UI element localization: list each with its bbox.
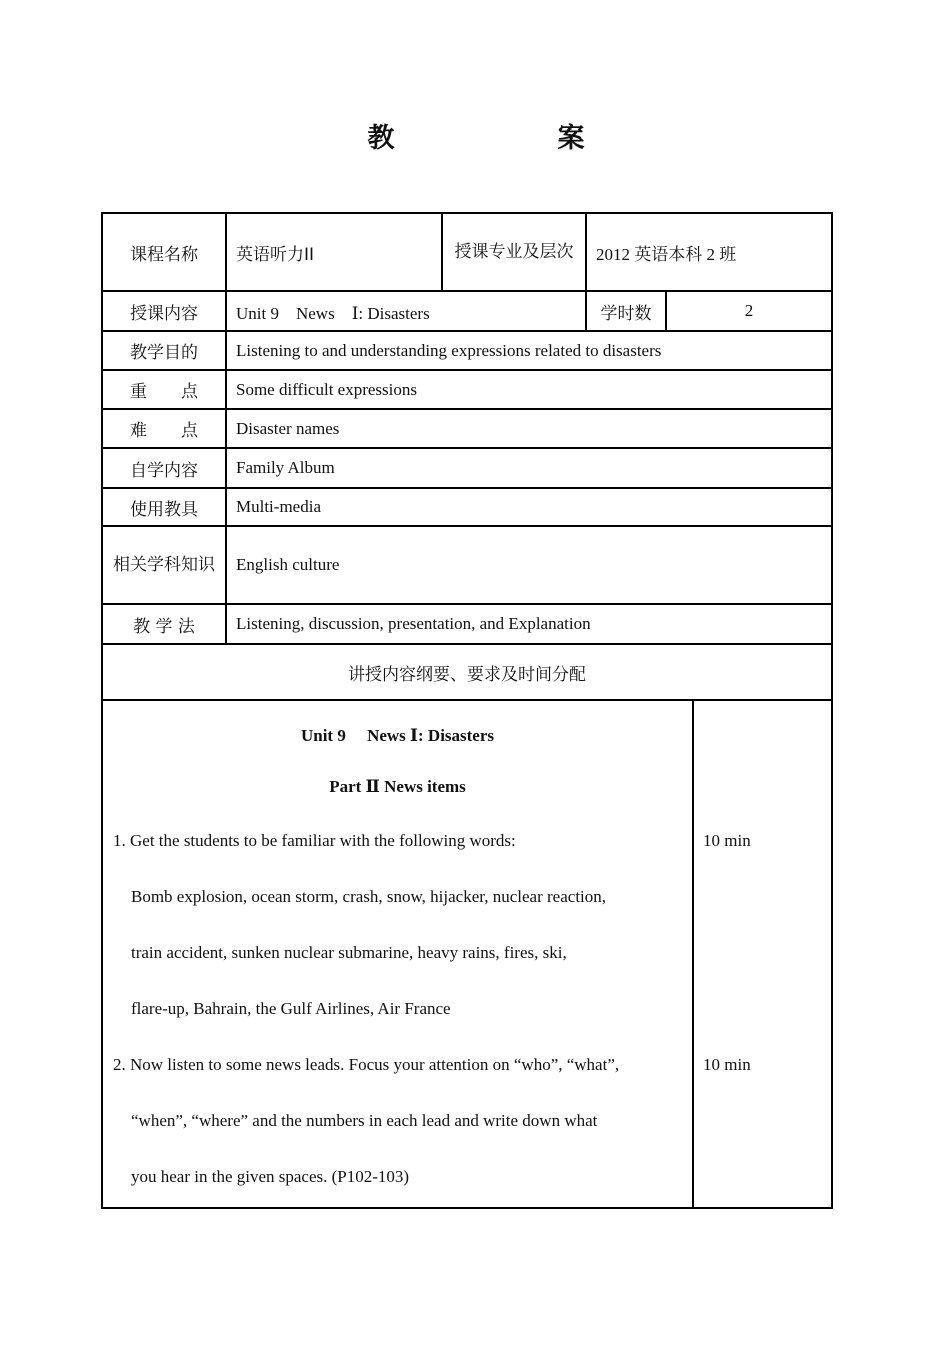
major-label: 授课专业及层次 (442, 213, 586, 291)
outline-header: 讲授内容纲要、要求及时间分配 (102, 644, 832, 700)
row-method (102, 604, 832, 644)
lesson-info-table (101, 212, 833, 701)
lesson-content-table (101, 699, 833, 1209)
major-value: 2012 英语本科 2 班 (586, 213, 832, 291)
self-study-label: 自学内容 (102, 448, 226, 488)
row-course (102, 213, 832, 291)
key-value: Some difficult expressions (226, 370, 832, 409)
time-column (693, 700, 832, 1208)
row-tools (102, 488, 832, 526)
hours-value: 2 (666, 291, 832, 331)
item-2-line-2: “when”, “where” and the numbers in each lead and write down what (131, 1111, 598, 1130)
content-value: Unit 9 News Ⅰ: Disasters (226, 291, 586, 331)
item-1-time: 10 min (703, 831, 751, 850)
key-label: 重 点 (102, 370, 226, 409)
item-2-line-3: you hear in the given spaces. (P102-103) (131, 1167, 410, 1186)
tools-value: Multi-media (226, 488, 832, 526)
item-1-line-3: train accident, sunken nuclear submarine, heavy rains, fires, ski, (131, 943, 567, 962)
item-1-line-2: Bomb explosion, ocean storm, crash, snow, hijacker, nuclear reaction, (131, 887, 607, 906)
row-goal (102, 331, 832, 370)
goal-value: Listening to and understanding expressions related to disasters (226, 331, 832, 370)
row-difficulty (102, 409, 832, 448)
unit-title: Unit 9 News Ⅰ: Disasters (300, 726, 495, 745)
row-key (102, 370, 832, 409)
difficulty-value: Disaster names (226, 409, 832, 448)
method-value: Listening, discussion, presentation, and Explanation (226, 604, 832, 644)
difficulty-label: 难 点 (102, 409, 226, 448)
content-row (102, 700, 832, 1208)
page-title: 教 案 (367, 123, 653, 154)
part-title: Part Ⅱ News items (329, 777, 466, 796)
method-label: 教 学 法 (102, 604, 226, 644)
item-1-line-1: 1. Get the students to be familiar with the following words: (113, 831, 516, 850)
related-label: 相关学科知识 (102, 526, 226, 604)
row-related (102, 526, 832, 604)
row-content (102, 291, 832, 331)
course-label: 课程名称 (102, 213, 226, 291)
row-outline-header (102, 644, 832, 700)
item-1-line-4: flare-up, Bahrain, the Gulf Airlines, Air France (131, 999, 451, 1018)
item-2-line-1: 2. Now listen to some news leads. Focus your attention on “who”, “what”, (113, 1055, 620, 1074)
related-value: English culture (226, 526, 832, 604)
content-body (102, 700, 693, 1208)
row-self-study (102, 448, 832, 488)
hours-label: 学时数 (586, 291, 666, 331)
tools-label: 使用教具 (102, 488, 226, 526)
goal-label: 教学目的 (102, 331, 226, 370)
self-study-value: Family Album (226, 448, 832, 488)
course-value: 英语听力II (226, 213, 442, 291)
content-label: 授课内容 (102, 291, 226, 331)
item-2-time: 10 min (703, 1055, 751, 1074)
